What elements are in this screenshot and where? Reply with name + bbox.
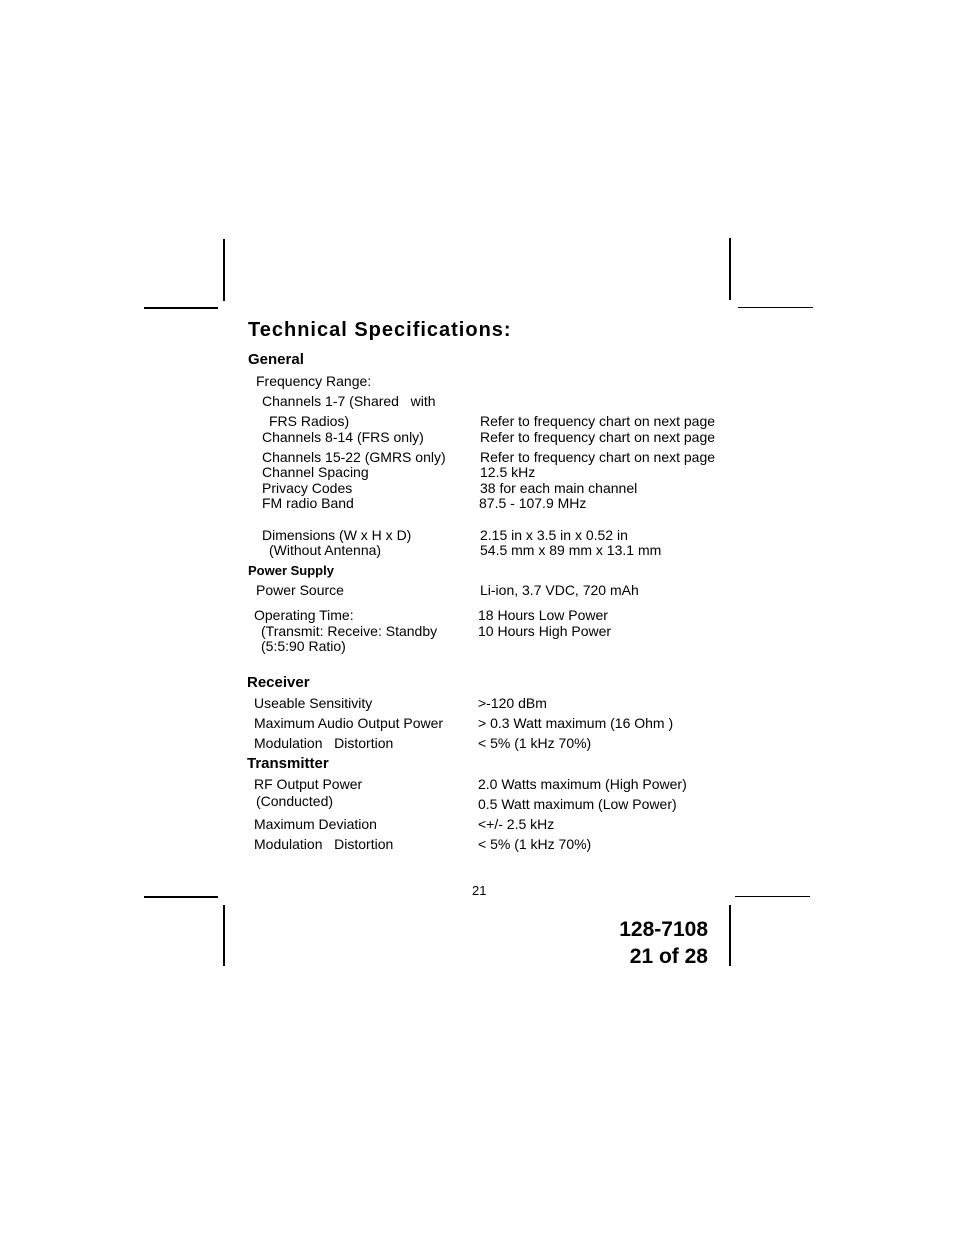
crop-mark-top-left-horizontal <box>144 307 218 309</box>
spec-label: Channels 15-22 (GMRS only) <box>262 449 446 465</box>
document-number: 128-7108 <box>619 918 708 941</box>
page-title: Technical Specifications: <box>248 319 512 341</box>
spec-label: Dimensions (W x H x D) <box>262 527 412 543</box>
spec-label: Modulation Distortion <box>254 836 394 852</box>
spec-label: (5:5:90 Ratio) <box>261 638 346 654</box>
spec-value: 2.0 Watts maximum (High Power) <box>478 776 687 792</box>
spec-label: Modulation Distortion <box>254 735 394 751</box>
spec-label: Useable Sensitivity <box>254 695 373 711</box>
spec-value: <+/- 2.5 kHz <box>478 816 555 832</box>
spec-value: Refer to frequency chart on next page <box>480 413 716 429</box>
spec-value: 54.5 mm x 89 mm x 13.1 mm <box>480 542 662 558</box>
spec-value: 18 Hours Low Power <box>478 607 608 623</box>
spec-label: Frequency Range: <box>256 373 372 389</box>
crop-mark-top-right-horizontal <box>738 307 813 308</box>
spec-value: >-120 dBm <box>478 695 547 711</box>
spec-label: Operating Time: <box>254 607 354 623</box>
spec-label: Power Source <box>256 582 344 598</box>
spec-value: 0.5 Watt maximum (Low Power) <box>478 796 677 812</box>
spec-label: Channels 8-14 (FRS only) <box>262 429 424 445</box>
spec-value: 2.15 in x 3.5 in x 0.52 in <box>480 527 628 543</box>
spec-value: < 5% (1 kHz 70%) <box>478 836 592 852</box>
section-heading-transmitter: Transmitter <box>247 755 329 772</box>
section-heading-power-supply: Power Supply <box>248 563 334 578</box>
spec-label: Maximum Deviation <box>254 816 377 832</box>
spec-label: FRS Radios) <box>269 413 350 429</box>
crop-mark-top-left-vertical <box>223 239 225 301</box>
crop-mark-bottom-left-vertical <box>223 905 225 966</box>
spec-value: < 5% (1 kHz 70%) <box>478 735 592 751</box>
crop-mark-bottom-right-vertical <box>729 905 731 966</box>
spec-label: Channel Spacing <box>262 464 369 480</box>
spec-label: Channels 1-7 (Shared with <box>262 393 436 409</box>
spec-label: (Conducted) <box>256 793 334 809</box>
crop-mark-bottom-right-horizontal <box>735 896 810 897</box>
document-page-count: 21 of 28 <box>629 945 708 968</box>
spec-value: 12.5 kHz <box>480 464 536 480</box>
spec-label: Maximum Audio Output Power <box>254 715 444 731</box>
crop-mark-top-right-vertical <box>729 238 731 300</box>
spec-value: 87.5 - 107.9 MHz <box>479 495 587 511</box>
spec-label: FM radio Band <box>262 495 354 511</box>
spec-label: (Without Antenna) <box>269 542 382 558</box>
crop-mark-bottom-left-horizontal <box>144 896 218 898</box>
spec-value: 38 for each main channel <box>480 480 638 496</box>
section-heading-general: General <box>248 351 304 368</box>
page-number: 21 <box>472 883 487 898</box>
spec-value: Refer to frequency chart on next page <box>480 429 716 445</box>
spec-value: > 0.3 Watt maximum (16 Ohm ) <box>478 715 674 731</box>
spec-label: Privacy Codes <box>262 480 353 496</box>
spec-label: RF Output Power <box>254 776 363 792</box>
spec-value: Li-ion, 3.7 VDC, 720 mAh <box>480 582 639 598</box>
section-heading-receiver: Receiver <box>247 674 310 691</box>
spec-value: 10 Hours High Power <box>478 623 612 639</box>
spec-value: Refer to frequency chart on next page <box>480 449 716 465</box>
spec-label: (Transmit: Receive: Standby <box>261 623 438 639</box>
